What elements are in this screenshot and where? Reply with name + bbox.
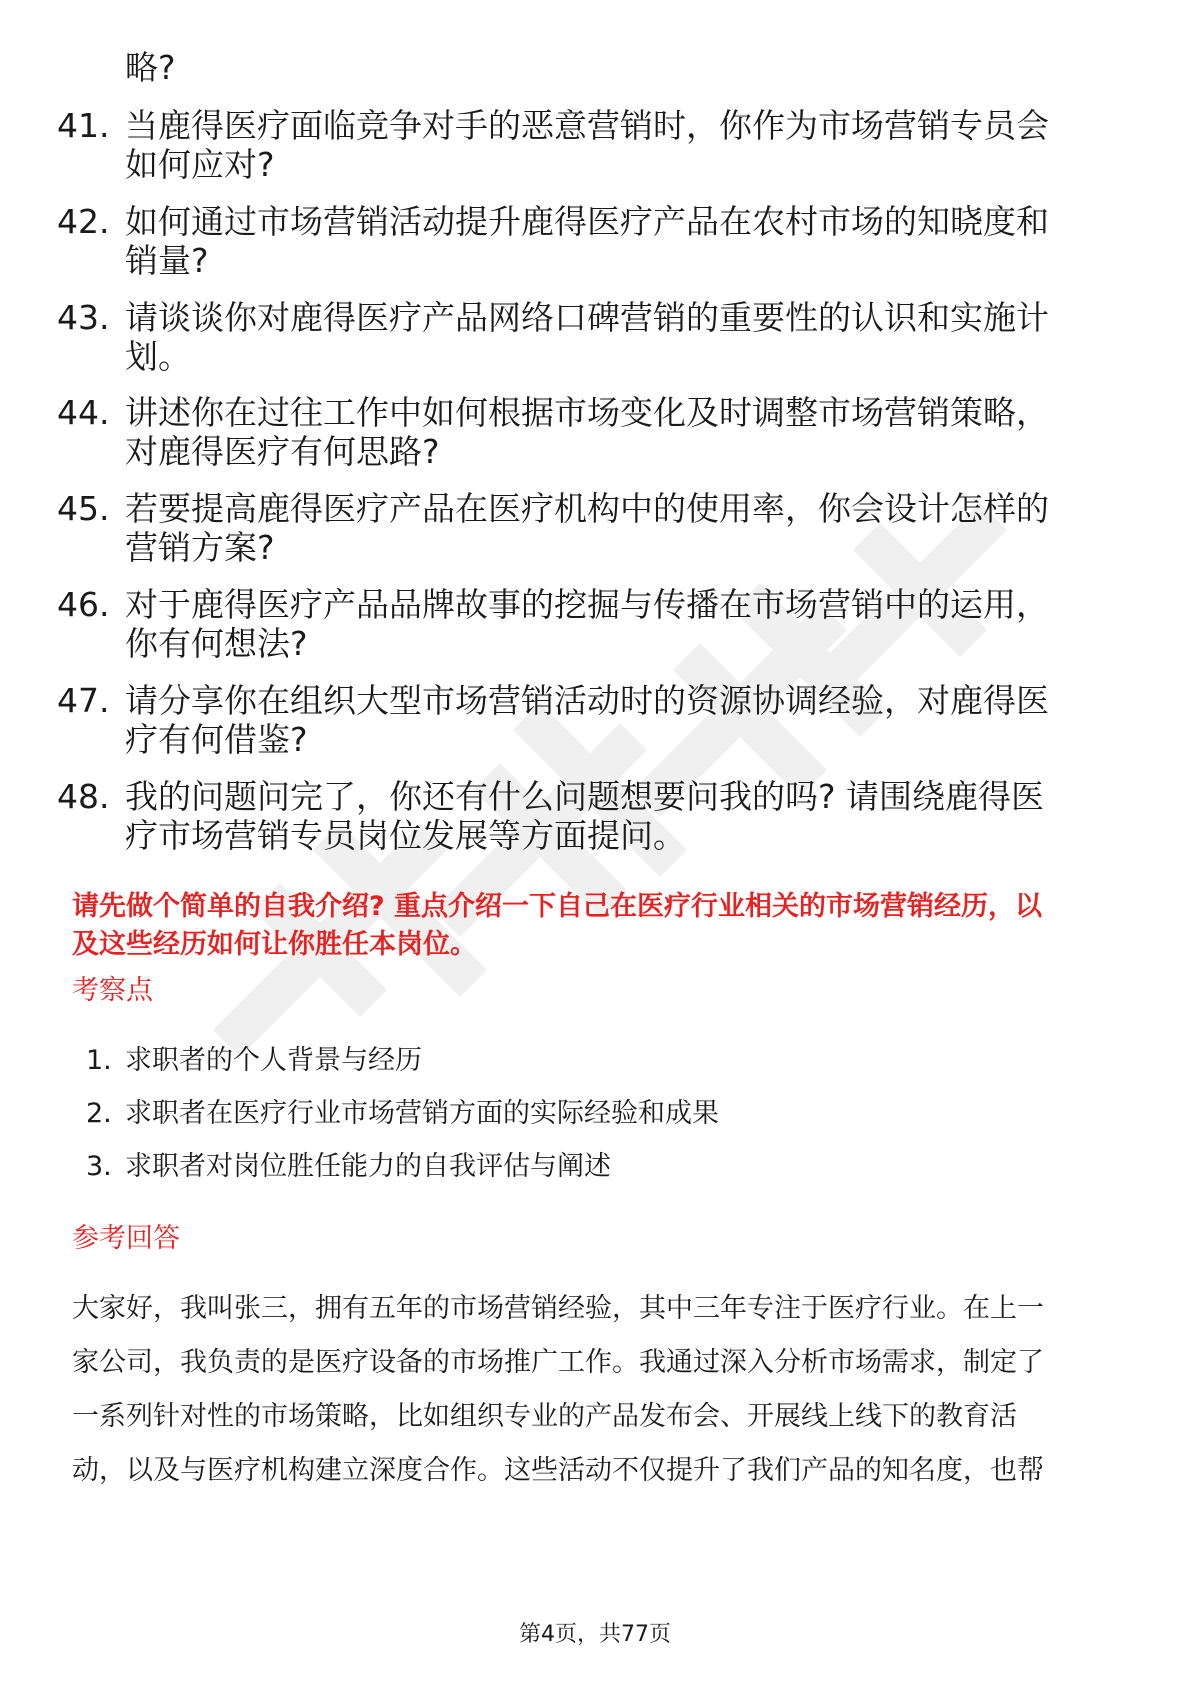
question-line: 如何应对? xyxy=(125,145,275,184)
question-line: 你有何想法? xyxy=(125,624,308,663)
point-text: 求职者的个人背景与经历 xyxy=(125,1045,422,1076)
question-line: 当鹿得医疗面临竞争对手的恶意营销时，你作为市场营销专员会 xyxy=(125,106,1049,145)
question-line: 请分享你在组织大型市场营销活动时的资源协调经验，对鹿得医 xyxy=(125,681,1049,720)
answer-line: 家公司，我负责的是医疗设备的市场推广工作。我通过深入分析市场需求，制定了 xyxy=(72,1347,1044,1378)
question-line: 疗市场营销专员岗位发展等方面提问。 xyxy=(125,816,686,855)
point-number: 1. xyxy=(86,1045,112,1076)
question-line: 营销方案? xyxy=(125,528,275,567)
question-line: 我的问题问完了，你还有什么问题想要问我的吗? 请围绕鹿得医 xyxy=(125,777,1045,816)
question-line: 如何通过市场营销活动提升鹿得医疗产品在农村市场的知晓度和 xyxy=(125,202,1049,241)
answer-heading: 参考回答 xyxy=(72,1223,180,1254)
question-number: 45. xyxy=(57,489,110,528)
question-number: 43. xyxy=(57,298,110,337)
question-number: 48. xyxy=(57,777,110,816)
question-line: 销量? xyxy=(125,241,209,280)
point-number: 3. xyxy=(86,1151,112,1182)
answer-line: 一系列针对性的市场策略，比如组织专业的产品发布会、开展线上线下的教育活 xyxy=(72,1401,1017,1432)
point-text: 求职者在医疗行业市场营销方面的实际经验和成果 xyxy=(125,1098,719,1129)
answer-line: 动，以及与医疗机构建立深度合作。这些活动不仅提升了我们产品的知名度，也帮 xyxy=(72,1455,1044,1486)
point-number: 2. xyxy=(86,1098,112,1129)
question-number: 46. xyxy=(57,585,110,624)
question-line: 对于鹿得医疗产品品牌故事的挖掘与传播在市场营销中的运用， xyxy=(125,585,1049,624)
question-line: 讲述你在过往工作中如何根据市场变化及时调整市场营销策略， xyxy=(125,393,1049,432)
highlight-question-line: 及这些经历如何让你胜任本岗位。 xyxy=(72,929,477,960)
question-line: 疗有何借鉴? xyxy=(125,720,308,759)
question-number: 44. xyxy=(57,393,110,432)
question-number: 47. xyxy=(57,681,110,720)
answer-line: 大家好，我叫张三，拥有五年的市场营销经验，其中三年专注于医疗行业。在上一 xyxy=(72,1293,1044,1324)
point-text: 求职者对岗位胜任能力的自我评估与阐述 xyxy=(125,1151,611,1182)
highlight-question-line: 请先做个简单的自我介绍? 重点介绍一下自己在医疗行业相关的市场营销经历，以 xyxy=(72,891,1043,922)
question-line: 若要提高鹿得医疗产品在医疗机构中的使用率，你会设计怎样的 xyxy=(125,489,1049,528)
points-heading: 考察点 xyxy=(72,975,153,1006)
question-line: 划。 xyxy=(125,337,191,376)
question-number: 41. xyxy=(57,106,110,145)
question-number: 42. xyxy=(57,202,110,241)
question-line: 请谈谈你对鹿得医疗产品网络口碑营销的重要性的认识和实施计 xyxy=(125,298,1049,337)
continuation-text: 略? xyxy=(125,48,176,87)
question-line: 对鹿得医疗有何思路? xyxy=(125,432,440,471)
page-footer: 第4页，共77页 xyxy=(519,1622,671,1647)
